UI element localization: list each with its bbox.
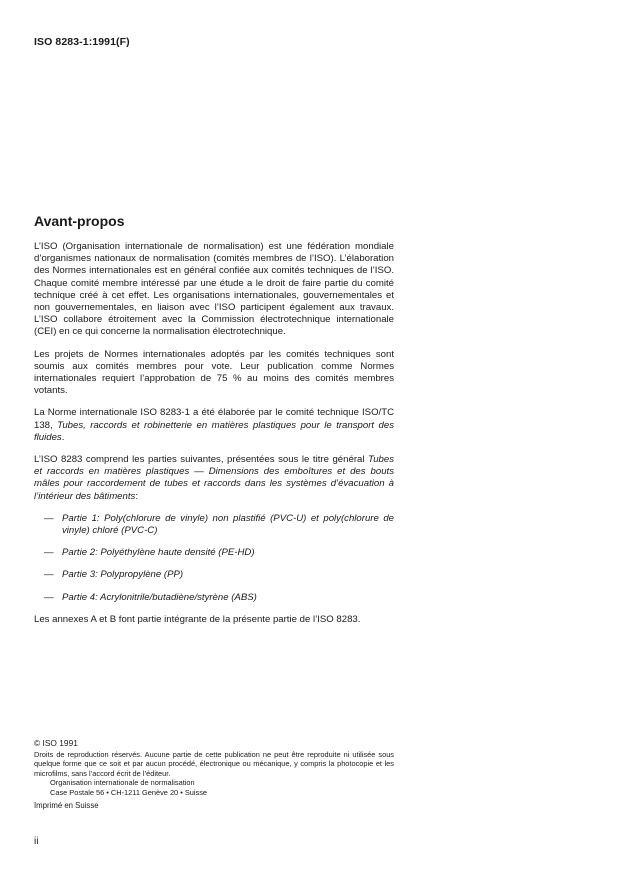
- list-dash: —: [44, 547, 54, 559]
- foreword-body: [34, 241, 394, 636]
- part-title: Polypropylène (PP): [100, 569, 184, 581]
- document-reference: ISO 8283-1:1991(F): [34, 36, 130, 48]
- page-title: Avant-propos: [34, 213, 125, 229]
- tc-title: Tubes, raccords et robinetterie en matières plastiques pour le transport des fluides: [34, 419, 394, 443]
- publisher-address: Case Postale 56 • CH-1211 Genève 20 • Suisse: [50, 787, 208, 797]
- parts-list: [34, 513, 394, 604]
- copyright-notice: © ISO 1991: [34, 738, 78, 748]
- part-label: Partie 3:: [62, 569, 98, 581]
- list-item: [34, 592, 394, 604]
- tc-text: La Norme internationale ISO 8283-1 a été élaborée par le comité technique ISO/TC 138,: [34, 407, 394, 431]
- paragraph-parts-intro: [34, 454, 394, 503]
- printed-in: Imprimé en Suisse: [34, 800, 99, 810]
- list-item: [34, 569, 394, 581]
- list-dash: —: [44, 591, 54, 603]
- list-item: [34, 513, 394, 537]
- rights-statement: Droits de reproduction réservés. Aucune partie de cette publication ne peut être reproduite ni utilisée sous quelque forme que ce soit et par aucun procédé, électronique ou mécanique, y compris la photocopie et les microfilms, sans l’accord écrit de l’éditeur.: [34, 749, 394, 778]
- parts-intro-text: L’ISO 8283 comprend les parties suivantes, présentées sous le titre général: [34, 454, 365, 466]
- parts-intro-end: :: [135, 490, 138, 502]
- part-title: Acrylonitrile/butadiène/styrène (ABS): [100, 591, 257, 603]
- part-title: Polyéthylène haute densité (PE-HD): [100, 547, 255, 559]
- copyright-block: [34, 739, 394, 810]
- paragraph-technical-committee: [34, 407, 394, 444]
- parts-general-title: Tubes et raccords en matières plastiques — Dimensions des emboîtures et des bouts mâles pour raccordement de tubes et raccords dans les systèmes d’évacuation à l’intérieur des bâtiments: [34, 454, 394, 502]
- page-number: ii: [34, 836, 39, 847]
- paragraph-draft-standards: Les projets de Normes internationales adoptés par les comités techniques sont soumis aux comités membres pour vote. Leur publication comme Normes internationales requiert l’approbation de 75 % au moins des comités membres votants.: [34, 348, 394, 397]
- part-label: Partie 1:: [62, 512, 100, 524]
- part-title: Poly(chlorure de vinyle) non plastifié (PVC-U) et poly(chlorure de vinyle) chloré (PVC-C): [62, 512, 394, 537]
- paragraph-iso-intro: L’ISO (Organisation internationale de normalisation) est une fédération mondiale d’organismes nationaux de normalisation (comités membres de l’ISO). L’élaboration des Normes internationales est en général confiée aux comités techniques de l’ISO. Chaque comité membre intéressé par une étude a le droit de faire partie du comité technique créé à cet effet. Les organisations internationales, gouvernementales et non gouvernementales, en liaison avec l’ISO participent également aux travaux. L’ISO collabore étroitement avec la Commission électrotechnique internationale (CEI) en ce qui concerne la normalisation électrotechnique.: [34, 241, 394, 338]
- tc-end: .: [61, 431, 65, 443]
- list-dash: —: [44, 512, 54, 524]
- part-label: Partie 4:: [62, 591, 98, 603]
- paragraph-annexes: Les annexes A et B font partie intégrante de la présente partie de l’ISO 8283.: [34, 613, 361, 625]
- publisher-name: Organisation internationale de normalisation: [50, 778, 195, 788]
- list-item: [34, 547, 394, 559]
- part-label: Partie 2:: [62, 547, 98, 559]
- list-dash: —: [44, 569, 54, 581]
